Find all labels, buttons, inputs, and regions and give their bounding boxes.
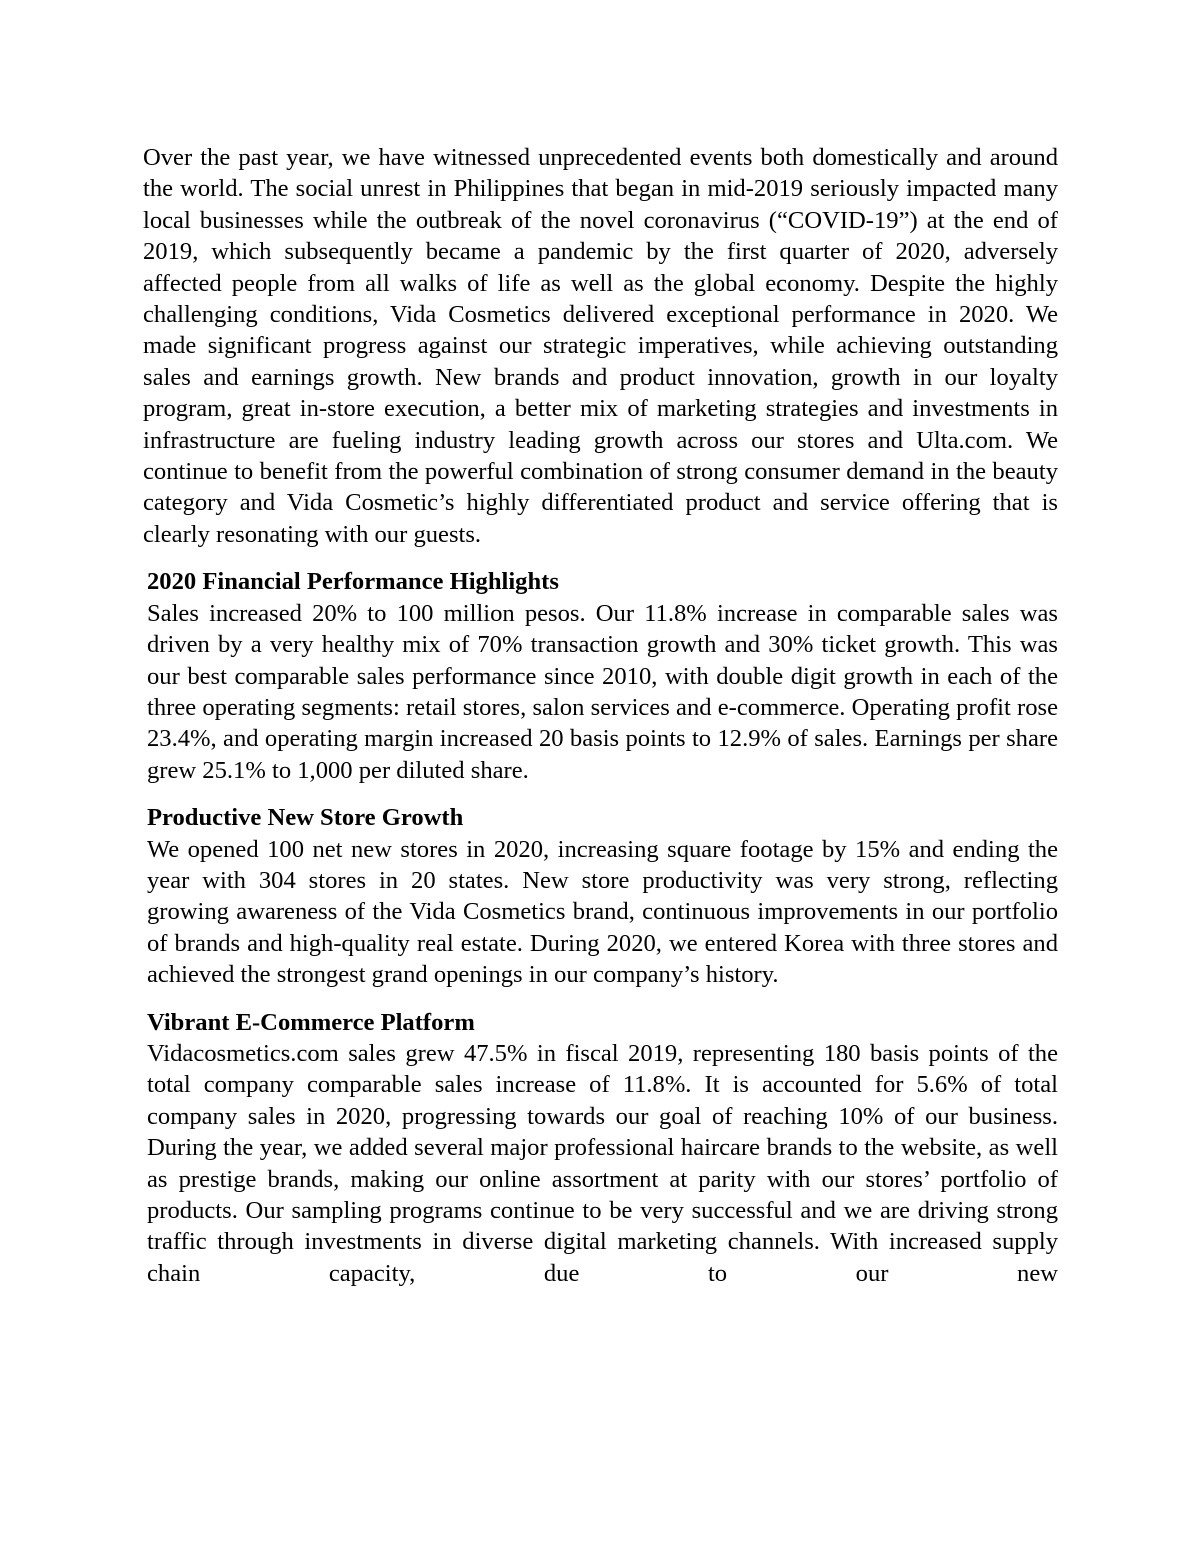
section-heading: 2020 Financial Performance Highlights <box>147 568 559 596</box>
section-body: We opened 100 net new stores in 2020, increasing square footage by 15% and ending the year with 304 stores in 20 states. New store productivity was very strong, reflecting growing awareness of the Vida Cosmetics brand, continuous improvements in our portfolio of brands and high-quality real estate. During 2020, we entered Korea with three stores and achieved the strongest grand openings in our company’s history. <box>147 835 1058 989</box>
document-page <box>143 142 1058 1289</box>
section-heading: Productive New Store Growth <box>147 804 464 832</box>
section-ecommerce-platform <box>143 1007 1058 1290</box>
section-body: Sales increased 20% to 100 million pesos. Our 11.8% increase in comparable sales was driven by a very healthy mix of 70% transaction growth and 30% ticket growth. This was our best comparable sales performance since 2010, with double digit growth in each of the three operating segments: retail stores, salon services and e-commerce. Operating profit rose 23.4%, and operating margin increased 20 basis points to 12.9% of sales. Earnings per share grew 25.1% to 1,000 per diluted share. <box>147 599 1058 784</box>
intro-paragraph: Over the past year, we have witnessed unprecedented events both domestically and around the world. The social unrest in Philippines that began in mid-2019 seriously impacted many local businesses while the outbreak of the novel coronavirus (“COVID-19”) at the end of 2019, which subsequently became a pandemic by the first quarter of 2020, adversely affected people from all walks of life as well as the global economy. Despite the highly challenging conditions, Vida Cosmetics delivered exceptional performance in 2020. We made significant progress against our strategic imperatives, while achieving outstanding sales and earnings growth. New brands and product innovation, growth in our loyalty program, great in-store execution, a better mix of marketing strategies and investments in infrastructure are fueling industry leading growth across our stores and Ulta.com. We continue to benefit from the powerful combination of strong consumer demand in the beauty category and Vida Cosmetic’s highly differentiated product and service offering that is clearly resonating with our guests. <box>143 144 1058 548</box>
section-heading: Vibrant E-Commerce Platform <box>147 1008 475 1036</box>
section-new-store-growth <box>143 802 1058 990</box>
section-body: Vidacosmetics.com sales grew 47.5% in fiscal 2019, representing 180 basis points of the total company comparable sales increase of 11.8%. It is accounted for 5.6% of total company sales in 2020, progressing towards our goal of reaching 10% of our business. During the year, we added several major professional haircare brands to the website, as well as prestige brands, making our online assortment at parity with our stores’ portfolio of products. Our sampling programs continue to be very successful and we are driving strong traffic through investments in diverse digital marketing channels. With increased supply chain capacity, due to our new <box>147 1039 1058 1287</box>
section-financial-highlights <box>143 566 1058 786</box>
